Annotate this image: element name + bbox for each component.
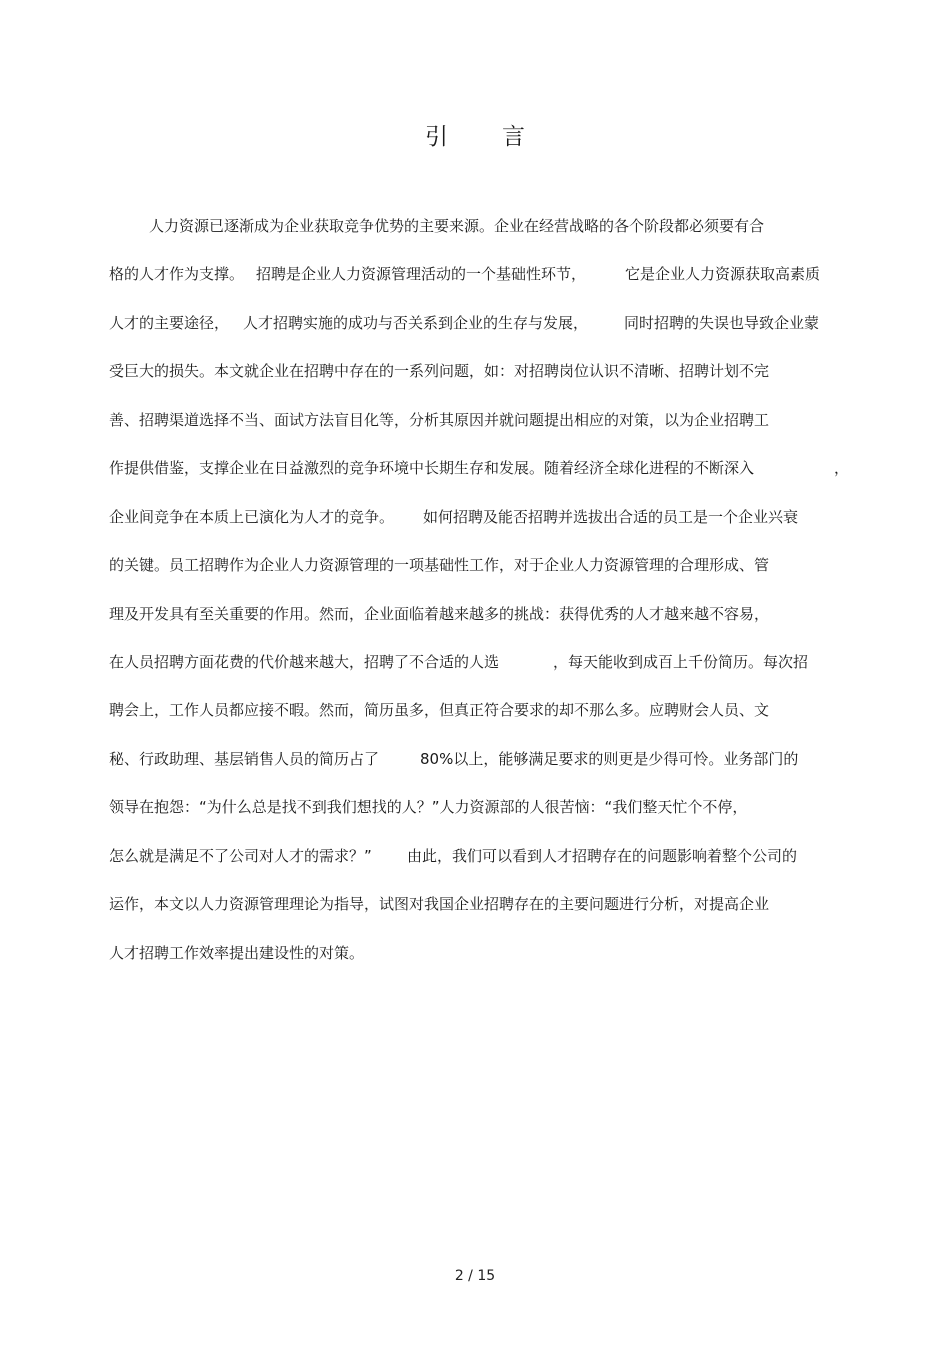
text-segment: 招聘是企业人力资源管理活动的一个基础性环节，: [256, 265, 587, 283]
page-number: 2 / 15: [454, 1268, 496, 1284]
text-segment: 善、招聘渠道选择不当、面试方法盲目化等，分析其原因并就问题提出相应的对策，以为企业招聘工: [109, 411, 770, 429]
title-char: 引: [425, 124, 448, 150]
text-segment: 如何招聘及能否招聘并选拔出合适的员工是一个企业兴衰: [423, 508, 799, 526]
text-segment: 格的人才作为支撑。: [109, 265, 245, 283]
text-segment: 领导在抱怨：“为什么总是找不到我们想找的人？”人力资源部的人很苦恼：“我们整天忙个不停，: [109, 798, 748, 816]
text-segment: 在人员招聘方面花费的代价越来越大，招聘了不合适的人选: [109, 653, 500, 671]
text-segment: 人才的主要途径，: [109, 314, 230, 332]
text-segment: 怎么就是满足不了公司对人才的需求？”: [109, 847, 372, 865]
text-segment: 秘、行政助理、基层销售人员的简历占了: [109, 750, 380, 768]
text-segment: 人力资源已逐渐成为企业获取竞争优势的主要来源。企业在经营战略的各个阶段都必须要有合: [149, 217, 765, 235]
text-segment: 同时招聘的失误也导致企业蒙: [624, 314, 820, 332]
title-char: 言: [502, 124, 525, 150]
text-segment: 企业间竞争在本质上已演化为人才的竞争。: [109, 508, 395, 526]
text-segment: 人才招聘实施的成功与否关系到企业的生存与发展，: [243, 314, 589, 332]
text-segment: 80%以上，能够满足要求的则更是少得可怜。业务部门的: [420, 750, 799, 768]
text-segment: 作提供借鉴，支撑企业在日益激烈的竞争环境中长期生存和发展。随着经济全球化进程的不断深入: [109, 459, 755, 477]
page-title: [0, 118, 950, 151]
text-segment: 聘会上，工作人员都应接不暇。然而，简历虽多，但真正符合要求的却不那么多。应聘财会人员、文: [109, 701, 770, 719]
text-segment: 它是企业人力资源获取高素质: [625, 265, 821, 283]
text-segment: ，每天能收到成百上千份简历。每次招: [553, 653, 809, 671]
text-segment: ，: [834, 459, 850, 477]
text-segment: 人才招聘工作效率提出建设性的对策。: [109, 944, 365, 962]
text-segment: 运作，本文以人力资源管理理论为指导，试图对我国企业招聘存在的主要问题进行分析，对提高企业: [109, 895, 770, 913]
text-segment: 的关键。员工招聘作为企业人力资源管理的一项基础性工作，对于企业人力资源管理的合理形成、管: [109, 556, 770, 574]
text-segment: 受巨大的损失。本文就企业在招聘中存在的一系列问题，如：对招聘岗位认识不清晰、招聘计划不完: [109, 362, 770, 380]
text-segment: 理及开发具有至关重要的作用。然而，企业面临着越来越多的挑战：获得优秀的人才越来越不容易，: [109, 605, 770, 623]
text-segment: 由此，我们可以看到人才招聘存在的问题影响着整个公司的: [407, 847, 798, 865]
